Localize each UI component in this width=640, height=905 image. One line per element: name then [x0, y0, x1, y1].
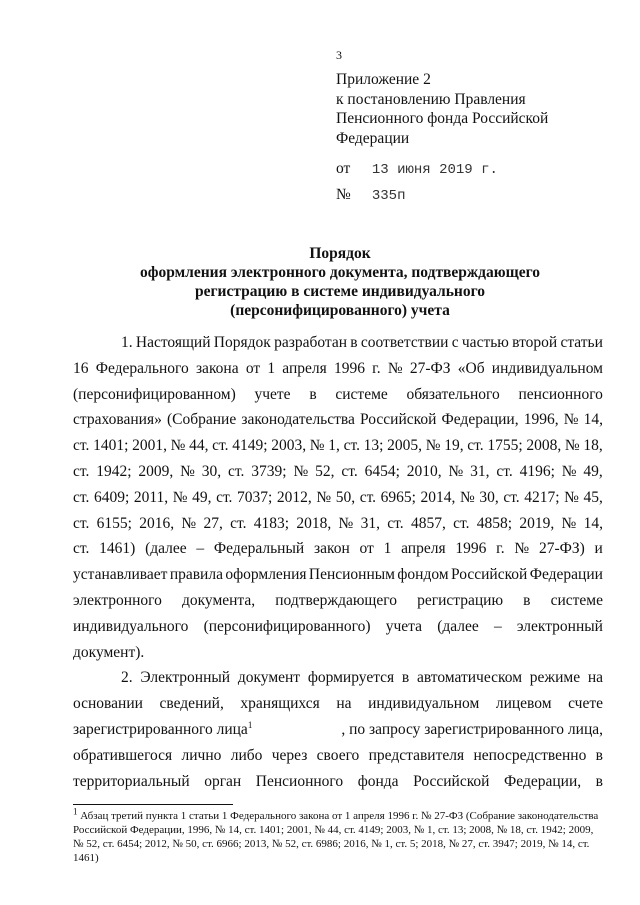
split-line-part [73, 717, 252, 743]
word: «Об [457, 359, 485, 377]
word: оформления [225, 566, 307, 584]
word: № [561, 514, 577, 532]
word: ст. [230, 514, 247, 532]
word: от [359, 540, 374, 558]
word: электронный [516, 617, 603, 635]
word: 1942; [96, 462, 132, 480]
word: в [350, 334, 358, 351]
word: 4183; [253, 514, 290, 532]
word: Федерального [95, 359, 189, 377]
word: № [459, 488, 475, 506]
word: 6155; [96, 514, 132, 532]
title-line: оформления электронного документа, подтверждающего [140, 264, 540, 281]
word: ст. [359, 488, 377, 506]
word: 4857, [410, 514, 446, 532]
word: ст. [453, 514, 470, 532]
word: ст. [73, 488, 90, 506]
title-line: регистрацию в системе индивидуального [194, 283, 486, 300]
word: и [594, 540, 603, 558]
word: частью [461, 334, 509, 351]
number-label: № [336, 186, 351, 203]
paragraph-1 [73, 330, 603, 665]
document-title [100, 244, 580, 320]
word: 2009, [138, 462, 174, 480]
word: (далее [145, 540, 187, 558]
text-line [73, 407, 603, 433]
word: фондом [397, 566, 449, 584]
word: 52, [315, 462, 335, 480]
word: Порядок [213, 334, 271, 351]
text-line [73, 536, 603, 562]
word: ст. [343, 437, 360, 455]
word: индивидуальном [368, 695, 480, 713]
word: 6409; [93, 488, 130, 506]
word: в [595, 746, 603, 764]
paragraph-2 [73, 665, 603, 794]
word: 2012, [276, 488, 312, 506]
word: 2010, [406, 462, 442, 480]
word: (персонифицированного) [203, 617, 371, 635]
word: 1401; [93, 437, 129, 455]
date-value: 13 июня 2019 г. [371, 162, 498, 178]
word: апреля [401, 540, 446, 558]
text-line [73, 382, 603, 408]
word: № [309, 437, 325, 455]
word: пенсионного [518, 385, 603, 403]
word: ст. [216, 488, 233, 506]
word: на [587, 669, 603, 687]
word: Федерации, [441, 411, 519, 429]
word: 45, [583, 488, 603, 506]
word: 4858; [476, 514, 513, 532]
text-line [73, 485, 603, 511]
word: (персонифицированном) [73, 385, 236, 403]
word: № [316, 488, 332, 506]
word: г. [372, 359, 381, 377]
footnote-reference: 1 [247, 719, 253, 730]
word: 2003, [271, 437, 307, 455]
word: ст. [212, 437, 229, 455]
word: 2008, [526, 437, 562, 455]
word: Российской [360, 411, 437, 429]
word: Российской [450, 566, 528, 584]
word: Пенсионным [308, 566, 395, 584]
word: режиме [529, 669, 581, 687]
word: регистрацию [417, 591, 504, 609]
word: № [387, 359, 403, 377]
word: Электронный [140, 669, 231, 687]
word: 16 [73, 359, 89, 377]
word: ст. [228, 462, 245, 480]
word: 14, [583, 411, 603, 429]
word: 6454; [364, 462, 400, 480]
word: 30, [201, 462, 222, 480]
word: № [448, 462, 464, 480]
word: 44, [189, 437, 209, 455]
word: учета [385, 617, 423, 635]
word: 2019, [519, 514, 555, 532]
text-line [73, 562, 603, 588]
word: системе [550, 591, 603, 609]
word: апреля [282, 359, 327, 377]
word: подтверждающего [275, 591, 397, 609]
text-line [73, 356, 603, 382]
footnote [73, 806, 603, 865]
word: электронного [73, 591, 162, 609]
word: 27-ФЗ [409, 359, 451, 377]
title-line: Порядок [309, 245, 371, 262]
text-line [73, 665, 603, 691]
word: 2014, [420, 488, 456, 506]
word: разработан [274, 334, 348, 351]
word: 2005, [387, 437, 423, 455]
footnote-text: Абзац третий пункта 1 статьи 1 Федерального закона от 1 апреля 1996 г. № 27-ФЗ (Собрание законодательства Российской Федерации, 1996, № 14, ст. 1401; 2001, № 44, ст. 4149; 2003, № 1, ст. 13; 2008, № 18, ст. 1942; 2009, № 52, ст. 6454; 2012, № 50, ст. 6966; 2013, № 52, ст. 6986; 2016, № 1, ст. 5; 2018, № 27, ст. 3947; 2019, № 14, ст. 1461) [73, 810, 599, 864]
word: обязательного [406, 385, 500, 403]
word: фонда [357, 772, 399, 790]
word: 2. [121, 669, 133, 687]
document-body [73, 330, 603, 794]
word: представителя [368, 746, 465, 764]
word: страхования» [73, 411, 162, 429]
word: на [336, 695, 352, 713]
text-line [73, 769, 603, 795]
appendix-line: к постановлению Правления [336, 90, 526, 108]
word: 1755; [487, 437, 523, 455]
word: в [523, 591, 531, 609]
word: ст. [387, 514, 404, 532]
word: 7037; [237, 488, 273, 506]
appendix-line: Приложение 2 [336, 71, 431, 88]
word: территориальный [73, 772, 190, 790]
word: № [180, 462, 195, 480]
word: № [338, 514, 354, 532]
word: хранящихся [240, 695, 320, 713]
word: ст. [503, 488, 520, 506]
text-line [73, 459, 603, 485]
number-value: 335п [371, 188, 406, 204]
word: 4149; [232, 437, 268, 455]
word: № [293, 462, 309, 480]
word: Пенсионного [255, 772, 344, 790]
word: Федерации, [504, 772, 582, 790]
word: либо [230, 746, 263, 764]
appendix-line: Пенсионного фонда Российской [336, 110, 549, 127]
resolution-date [336, 160, 498, 178]
word: ст. [73, 540, 90, 558]
word: 3739; [251, 462, 287, 480]
word: 49, [583, 462, 603, 480]
word: непосредственно [473, 746, 587, 764]
word: № [564, 488, 579, 506]
word: 1 [267, 359, 276, 377]
word: 50, [335, 488, 356, 506]
word: 2016, [139, 514, 175, 532]
word: 13; [363, 437, 384, 455]
word: основании [73, 695, 143, 713]
word: с [451, 334, 459, 351]
word: (далее [437, 617, 479, 635]
text-line [73, 330, 603, 356]
word: 30, [479, 488, 499, 506]
text-line [73, 691, 603, 717]
word: Федеральный [213, 540, 305, 558]
word: 27-ФЗ) [538, 540, 585, 558]
word: автоматическом [416, 669, 523, 687]
word: орган [204, 772, 242, 790]
word: 18, [583, 437, 603, 455]
word: № [425, 437, 441, 455]
word: ст. [341, 462, 358, 480]
text-line [73, 433, 603, 459]
footnote-marker: 1 [73, 806, 78, 817]
word: 31, [470, 462, 490, 480]
word: системе [335, 385, 388, 403]
word: закон [313, 540, 350, 558]
word: 4217; [524, 488, 560, 506]
word: – [196, 540, 205, 558]
word: счете [568, 695, 603, 713]
word: 27, [203, 514, 223, 532]
footnote-divider [73, 804, 233, 805]
word: 1. [121, 334, 133, 351]
word: индивидуальном [491, 359, 603, 377]
word: документ [237, 669, 301, 687]
word: формируется [307, 669, 395, 687]
word: статьи [560, 334, 603, 351]
word: № [514, 540, 530, 558]
text-line [73, 743, 603, 769]
word: обратившегося [73, 746, 173, 764]
word: своего [316, 746, 360, 764]
word: ст. [73, 437, 90, 455]
word: второй [512, 334, 558, 351]
text-line [73, 717, 603, 743]
word: ст. [73, 462, 90, 480]
text-line [73, 511, 603, 537]
text-line: документ). [73, 643, 145, 661]
word: – [493, 617, 502, 635]
word: ст. [73, 514, 90, 532]
word: документа, [181, 591, 256, 609]
word: г. [496, 540, 505, 558]
word: 1996, [523, 411, 559, 429]
word: ст. [467, 437, 484, 455]
date-label: от [336, 160, 351, 177]
word: Российской [413, 772, 490, 790]
word: законодательства [241, 411, 355, 429]
word: № [170, 437, 186, 455]
word: 4196; [519, 462, 555, 480]
page-number: 3 [336, 48, 342, 62]
word: 1461) [99, 540, 136, 558]
resolution-number [336, 186, 405, 204]
text-fragment: , по запросу зарегистрированного лица, [341, 720, 603, 738]
word: соответствии [360, 334, 449, 351]
word: в [309, 385, 317, 403]
word: № [172, 488, 188, 506]
title-line: (персонифицированного) учета [230, 302, 450, 319]
word: 2011, [133, 488, 169, 506]
word: в [595, 772, 603, 790]
word: устанавливает [73, 566, 168, 584]
word: 1, [328, 437, 340, 455]
word: ст. [496, 462, 513, 480]
word: лицевом [495, 695, 552, 713]
word: № [181, 514, 197, 532]
text-fragment: зарегистрированного лица [73, 720, 248, 738]
word: Настоящий [135, 334, 211, 351]
word: № [563, 411, 579, 429]
word: закона [195, 359, 239, 377]
word: 19, [444, 437, 464, 455]
word: лично [181, 746, 222, 764]
word: 49, [192, 488, 212, 506]
word: через [271, 746, 308, 764]
appendix-line: Федерации [336, 129, 410, 147]
word: 1996 [455, 540, 487, 558]
word: (Собрание [166, 411, 237, 429]
appendix-header [336, 70, 626, 148]
word: 2018, [296, 514, 332, 532]
word: 14, [583, 514, 603, 532]
word: Федерации [529, 566, 603, 584]
word: № [561, 462, 577, 480]
word: № [564, 437, 580, 455]
text-line [73, 588, 603, 614]
word: 1 [383, 540, 392, 558]
word: 6965; [380, 488, 416, 506]
word: индивидуального [73, 617, 189, 635]
word: 1996 [333, 359, 365, 377]
text-line [73, 614, 603, 640]
word: 2001, [132, 437, 167, 455]
word: учете [254, 385, 291, 403]
word: 31, [360, 514, 380, 532]
word: сведений, [159, 695, 224, 713]
word: в [401, 669, 410, 687]
word: правила [169, 566, 223, 584]
word: от [245, 359, 261, 377]
